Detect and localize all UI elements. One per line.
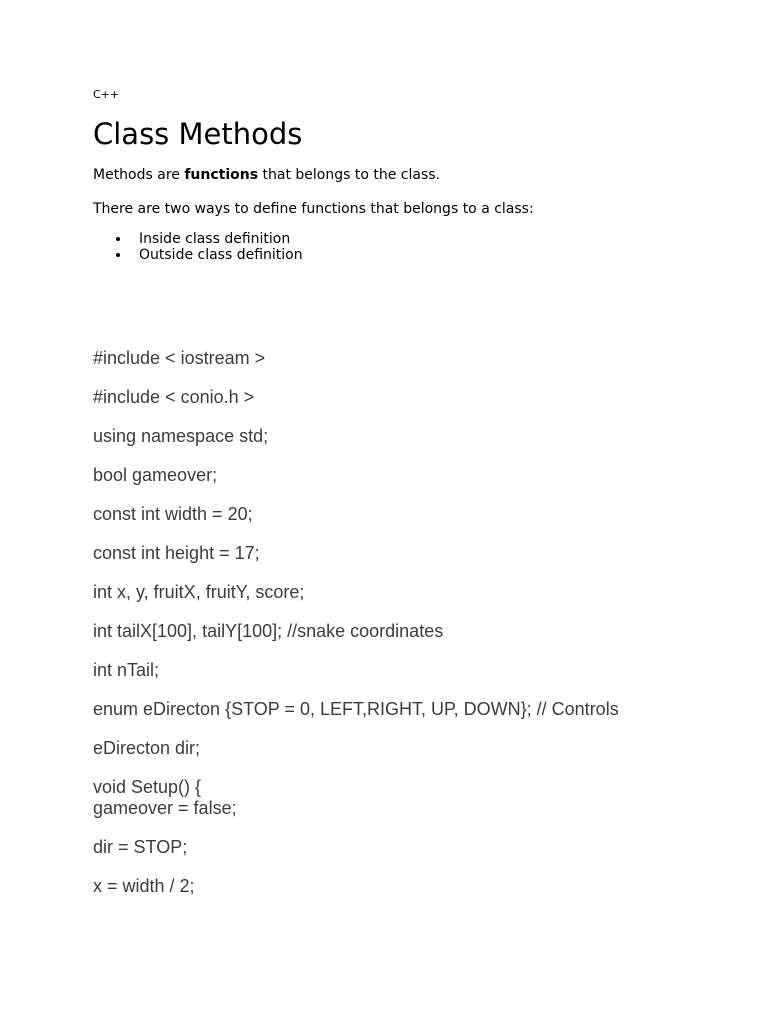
code-line: bool gameover;: [93, 465, 218, 485]
code-line: int x, y, fruitX, fruitY, score;: [93, 582, 305, 602]
code-line: dir = STOP;: [93, 837, 188, 857]
list-item-label: Outside class definition: [139, 247, 303, 263]
methods-paragraph-prefix: Methods are: [93, 167, 185, 183]
code-line: gameover = false;: [93, 798, 237, 818]
methods-paragraph-suffix: that belongs to the class.: [258, 167, 441, 183]
code-block: [93, 348, 753, 915]
definition-list: [93, 231, 733, 263]
code-line: x = width / 2;: [93, 876, 195, 896]
list-item: [139, 231, 733, 247]
list-item: [139, 247, 733, 263]
code-line: #include < conio.h >: [93, 387, 255, 407]
page-title: Class Methods: [93, 117, 303, 151]
code-line: const int width = 20;: [93, 504, 253, 524]
bullet-icon: [116, 253, 120, 257]
code-line: eDirecton dir;: [93, 738, 201, 758]
code-line: enum eDirecton {STOP = 0, LEFT,RIGHT, UP, DOWN}; // Controls: [93, 699, 619, 719]
language-label: C++: [93, 88, 120, 101]
list-item-label: Inside class definition: [139, 231, 291, 247]
code-line: using namespace std;: [93, 426, 269, 446]
methods-paragraph: [93, 166, 733, 184]
code-line: int tailX[100], tailY[100]; //snake coordinates: [93, 621, 444, 641]
methods-paragraph-bold: functions: [184, 167, 259, 183]
document-text: [93, 88, 733, 263]
ways-paragraph: There are two ways to define functions that belongs to a class:: [93, 201, 534, 217]
code-line: const int height = 17;: [93, 543, 260, 563]
code-line: #include < iostream >: [93, 348, 266, 368]
code-line: void Setup() {: [93, 777, 202, 797]
code-line: int nTail;: [93, 660, 160, 680]
bullet-icon: [116, 237, 120, 241]
